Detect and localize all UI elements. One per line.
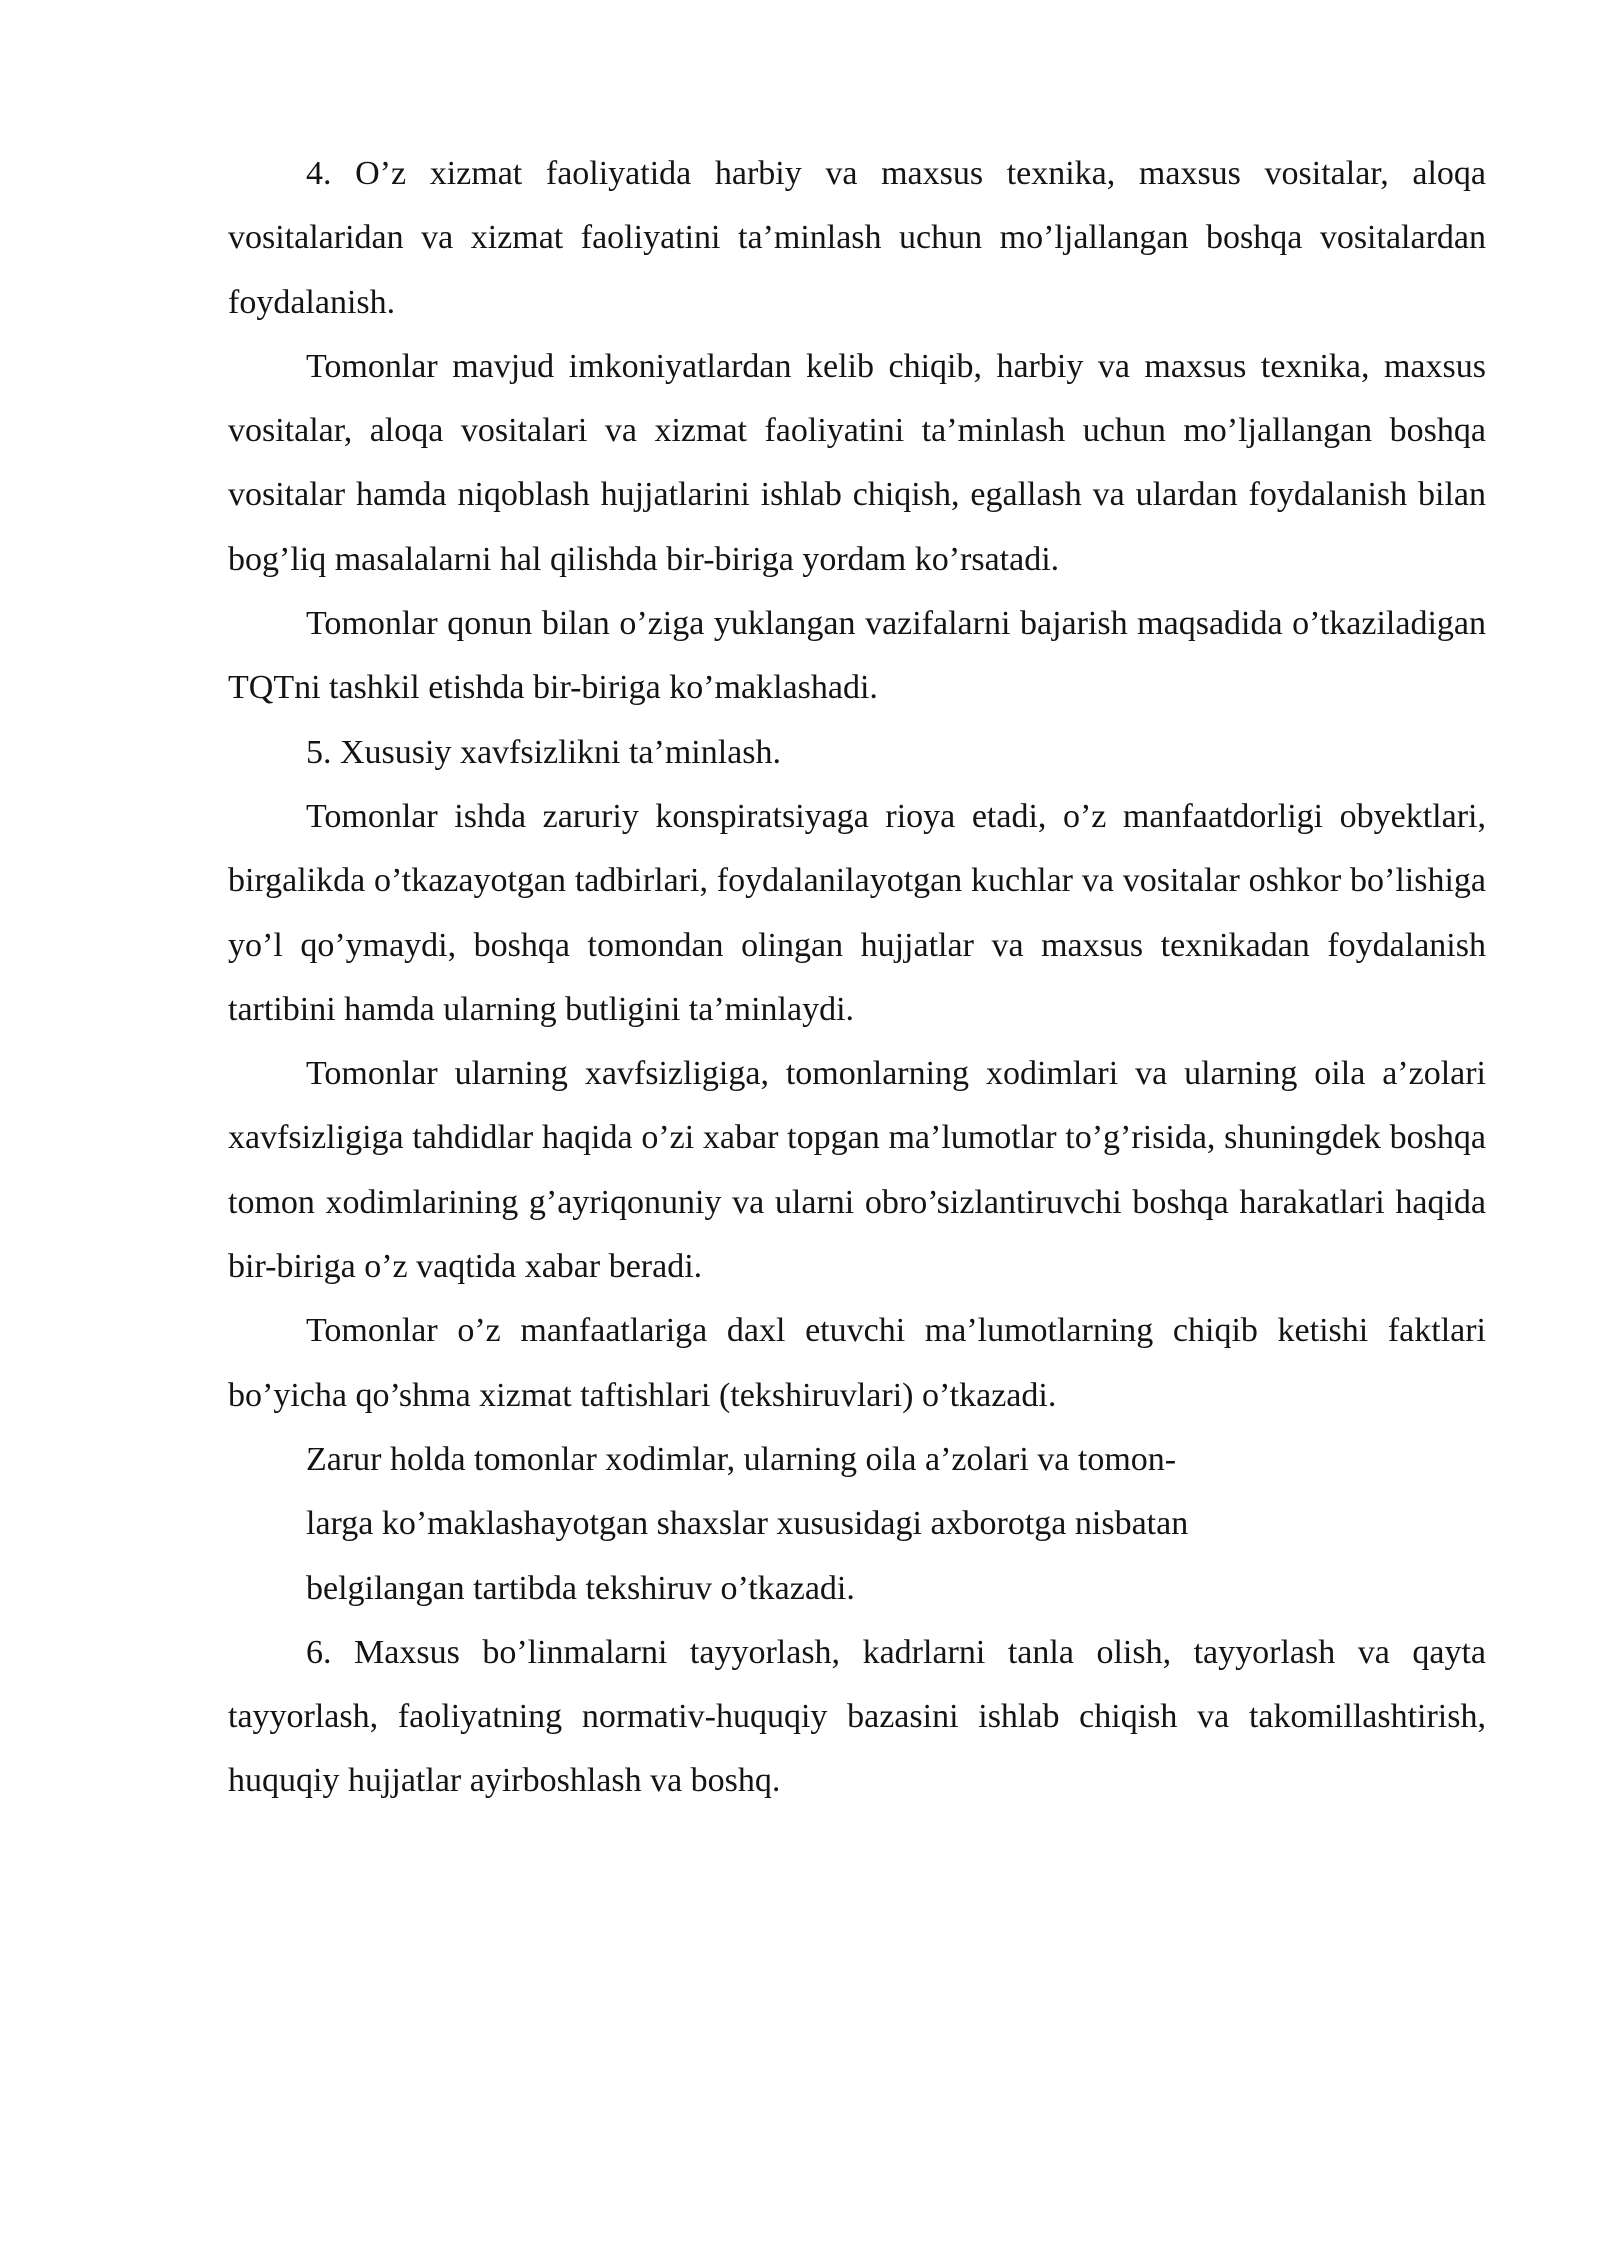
paragraph-item-6: 6. Maxsus bo’linmalarni tayyorlash, kadrlarni tanla olish, tayyorlash va qayta tayyorlash, faoliyatning normativ-huquqiy bazasini ishlab chiqish va takomillashtirish, huquqiy hujjatlar ayirboshlash va boshq. xyxy=(228,1633,1486,1800)
block-line: Zarur holda tomonlar xodimlar, ularning oila a’zolari va tomon- xyxy=(306,1440,1177,1478)
paragraph-security-threats: Tomonlar ularning xavfsizligiga, tomonlarning xodimlari va ularning oila a’zolari xavfsizligiga tahdidlar haqida o’zi xabar topgan ma’lumotlar to’g’risida, shuningdek boshqa tomon xodimlarining g’ayriqonuniy va ularni obro’sizlantiruvchi boshqa harakatlari haqida bir-biriga o’z vaqtida xabar beradi. xyxy=(228,1055,1486,1286)
indented-block xyxy=(228,1428,1486,1621)
document-page xyxy=(228,142,1486,1814)
block-line: larga ko’maklashayotgan shaxslar xususidagi axborotga nisbatan xyxy=(306,1505,1189,1543)
paragraph-item-5-heading: 5. Xususiy xavfsizlikni ta’minlash. xyxy=(306,733,782,771)
paragraph-joint-audits: Tomonlar o’z manfaatlariga daxl etuvchi ma’lumotlarning chiqib ketishi faktlari bo’yicha qo’shma xizmat taftishlari (tekshiruvlari) o’tkazadi. xyxy=(228,1312,1486,1414)
block-line: belgilangan tartibda tekshiruv o’tkazadi. xyxy=(306,1569,855,1607)
paragraph-tqt-cooperation: Tomonlar qonun bilan o’ziga yuklangan vazifalarni bajarish maqsadida o’tkaziladigan TQTni tashkil etishda bir-biriga ko’maklashadi. xyxy=(228,605,1486,707)
paragraph-conspiracy: Tomonlar ishda zaruriy konspiratsiyaga rioya etadi, o’z manfaatdorligi obyektlari, birgalikda o’tkazayotgan tadbirlari, foydalanilayotgan kuchlar va vositalar oshkor bo’lishiga yo’l qo’ymaydi, boshqa tomondan olingan hujjatlar va maxsus texnikadan foydalanish tartibini hamda ularning butligini ta’minlaydi. xyxy=(228,797,1486,1028)
paragraph-technical-assistance: Tomonlar mavjud imkoniyatlardan kelib chiqib, harbiy va maxsus texnika, maxsus vositalar, aloqa vositalari va xizmat faoliyatini ta’minlash uchun mo’ljallangan boshqa vositalar hamda niqoblash hujjatlarini ishlab chiqish, egallash va ulardan foydalanish bilan bog’liq masalalarni hal qilishda bir-biriga yordam ko’rsatadi. xyxy=(228,347,1486,578)
paragraph-item-4: 4. O’z xizmat faoliyatida harbiy va maxsus texnika, maxsus vositalar, aloqa vositalaridan va xizmat faoliyatini ta’minlash uchun mo’ljallangan boshqa vositalardan foydalanish. xyxy=(228,155,1486,321)
